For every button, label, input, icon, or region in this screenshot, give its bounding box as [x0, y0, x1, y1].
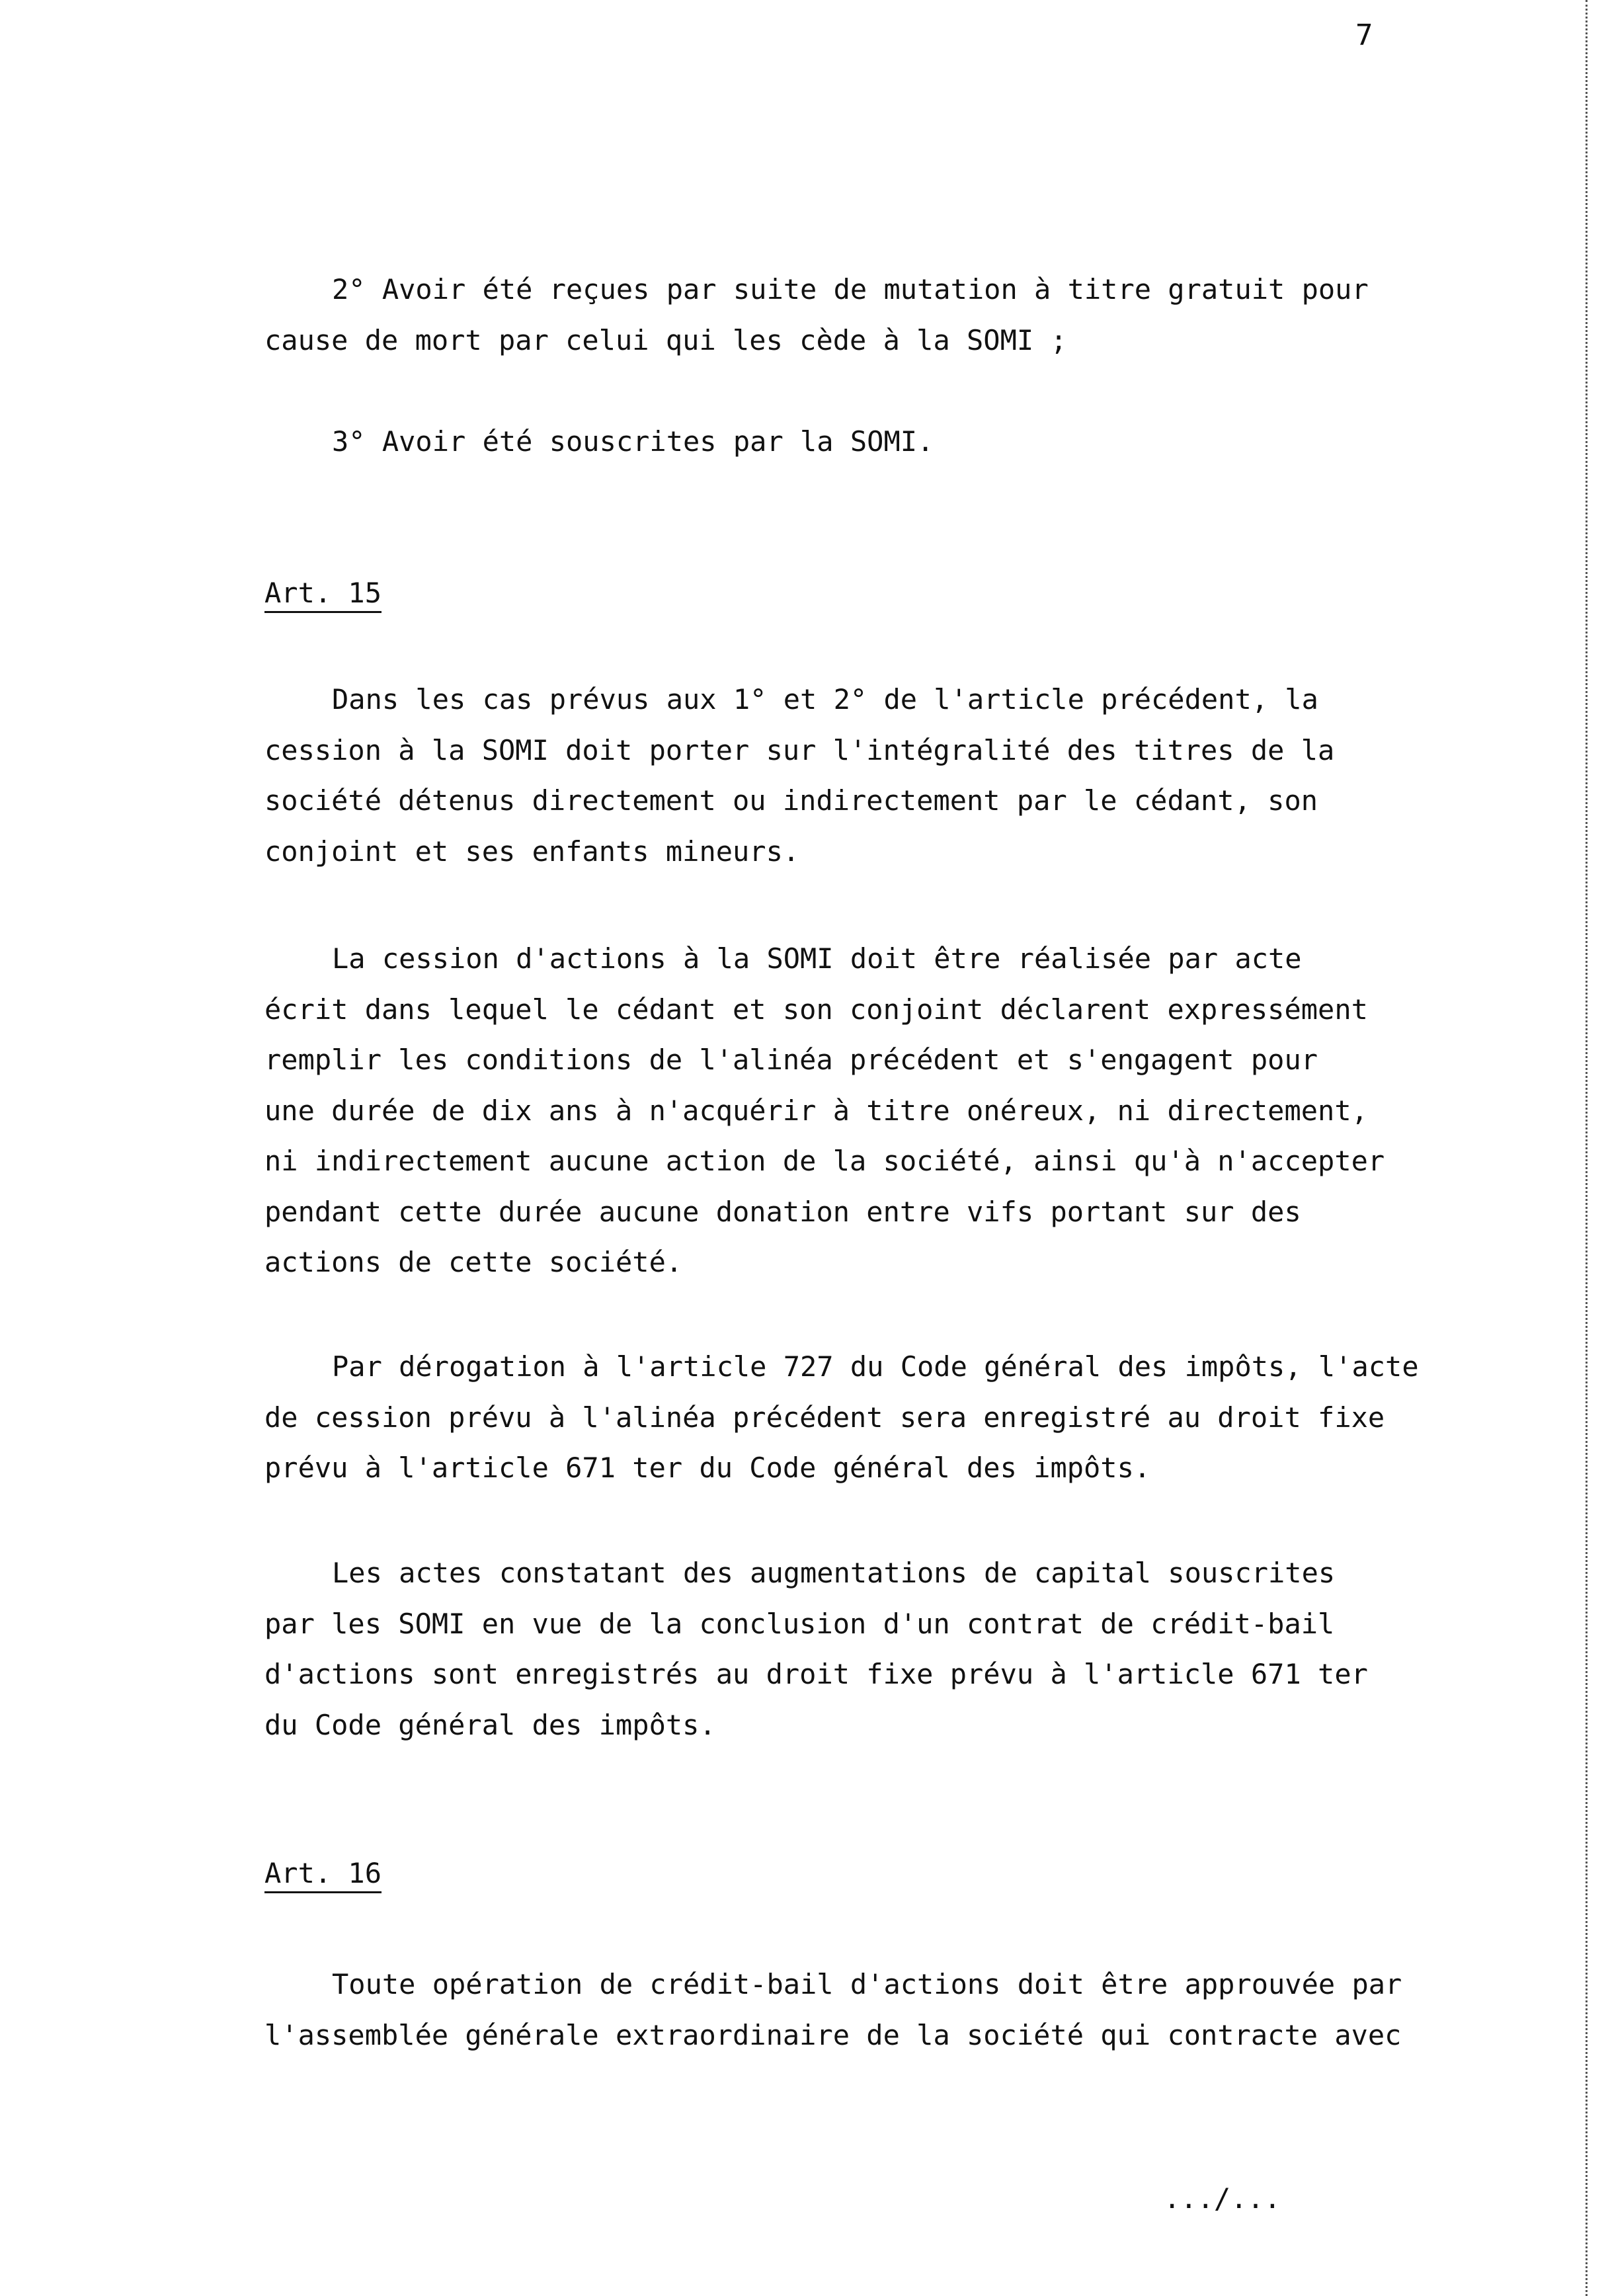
- text-line: Dans les cas prévus aux 1° et 2° de l'article précédent, la: [332, 683, 1318, 716]
- text-line: société détenus directement ou indirectement par le cédant, son: [264, 784, 1318, 817]
- paragraph: [264, 1959, 1402, 2061]
- continuation-mark: .../...: [1164, 2182, 1281, 2215]
- article-heading: Art. 16: [264, 1857, 382, 1893]
- text-line: pendant cette durée aucune donation entre vifs portant sur des: [264, 1195, 1301, 1228]
- text-line: Toute opération de crédit-bail d'actions doit être approuvée par: [332, 1968, 1402, 2000]
- text-line: une durée de dix ans à n'acquérir à titre onéreux, ni directement,: [264, 1094, 1368, 1127]
- text-line: La cession d'actions à la SOMI doit être réalisée par acte: [332, 942, 1302, 975]
- text-line: actions de cette société.: [264, 1246, 683, 1278]
- text-line: prévu à l'article 671 ter du Code général des impôts.: [264, 1452, 1151, 1484]
- text-line: Par dérogation à l'article 727 du Code général des impôts, l'acte: [332, 1350, 1419, 1383]
- text-line: écrit dans lequel le cédant et son conjoint déclarent expressément: [264, 993, 1368, 1026]
- text-line: par les SOMI en vue de la conclusion d'un contrat de crédit-bail: [264, 1607, 1335, 1640]
- paragraph: [264, 265, 1369, 366]
- text-line: d'actions sont enregistrés au droit fixe prévu à l'article 671 ter: [264, 1658, 1368, 1690]
- text-line: cause de mort par celui qui les cède à la SOMI ;: [264, 323, 1067, 356]
- text-line: remplir les conditions de l'alinéa précédent et s'engagent pour: [264, 1044, 1318, 1076]
- text-line: ni indirectement aucune action de la société, ainsi qu'à n'accepter: [264, 1145, 1385, 1177]
- text-line: 2° Avoir été reçues par suite de mutation à titre gratuit pour: [332, 273, 1369, 306]
- text-line: Les actes constatant des augmentations de capital souscrites: [332, 1557, 1336, 1589]
- page-edge-scan-line: [1586, 0, 1588, 2296]
- text-line: conjoint et ses enfants mineurs.: [264, 835, 800, 868]
- paragraph: [264, 934, 1385, 1288]
- text-line: de cession prévu à l'alinéa précédent sera enregistré au droit fixe: [264, 1401, 1385, 1434]
- page-number: 7: [1355, 19, 1373, 52]
- article-heading: Art. 15: [264, 577, 382, 613]
- paragraph: [264, 675, 1334, 877]
- text-line: l'assemblée générale extraordinaire de la société qui contracte avec: [264, 2018, 1402, 2051]
- text-line: du Code général des impôts.: [264, 1708, 716, 1741]
- paragraph: [264, 1342, 1419, 1494]
- text-line: cession à la SOMI doit porter sur l'intégralité des titres de la: [264, 733, 1335, 766]
- paragraph: [264, 417, 934, 468]
- text-line: 3° Avoir été souscrites par la SOMI.: [332, 425, 934, 458]
- paragraph: [264, 1548, 1368, 1750]
